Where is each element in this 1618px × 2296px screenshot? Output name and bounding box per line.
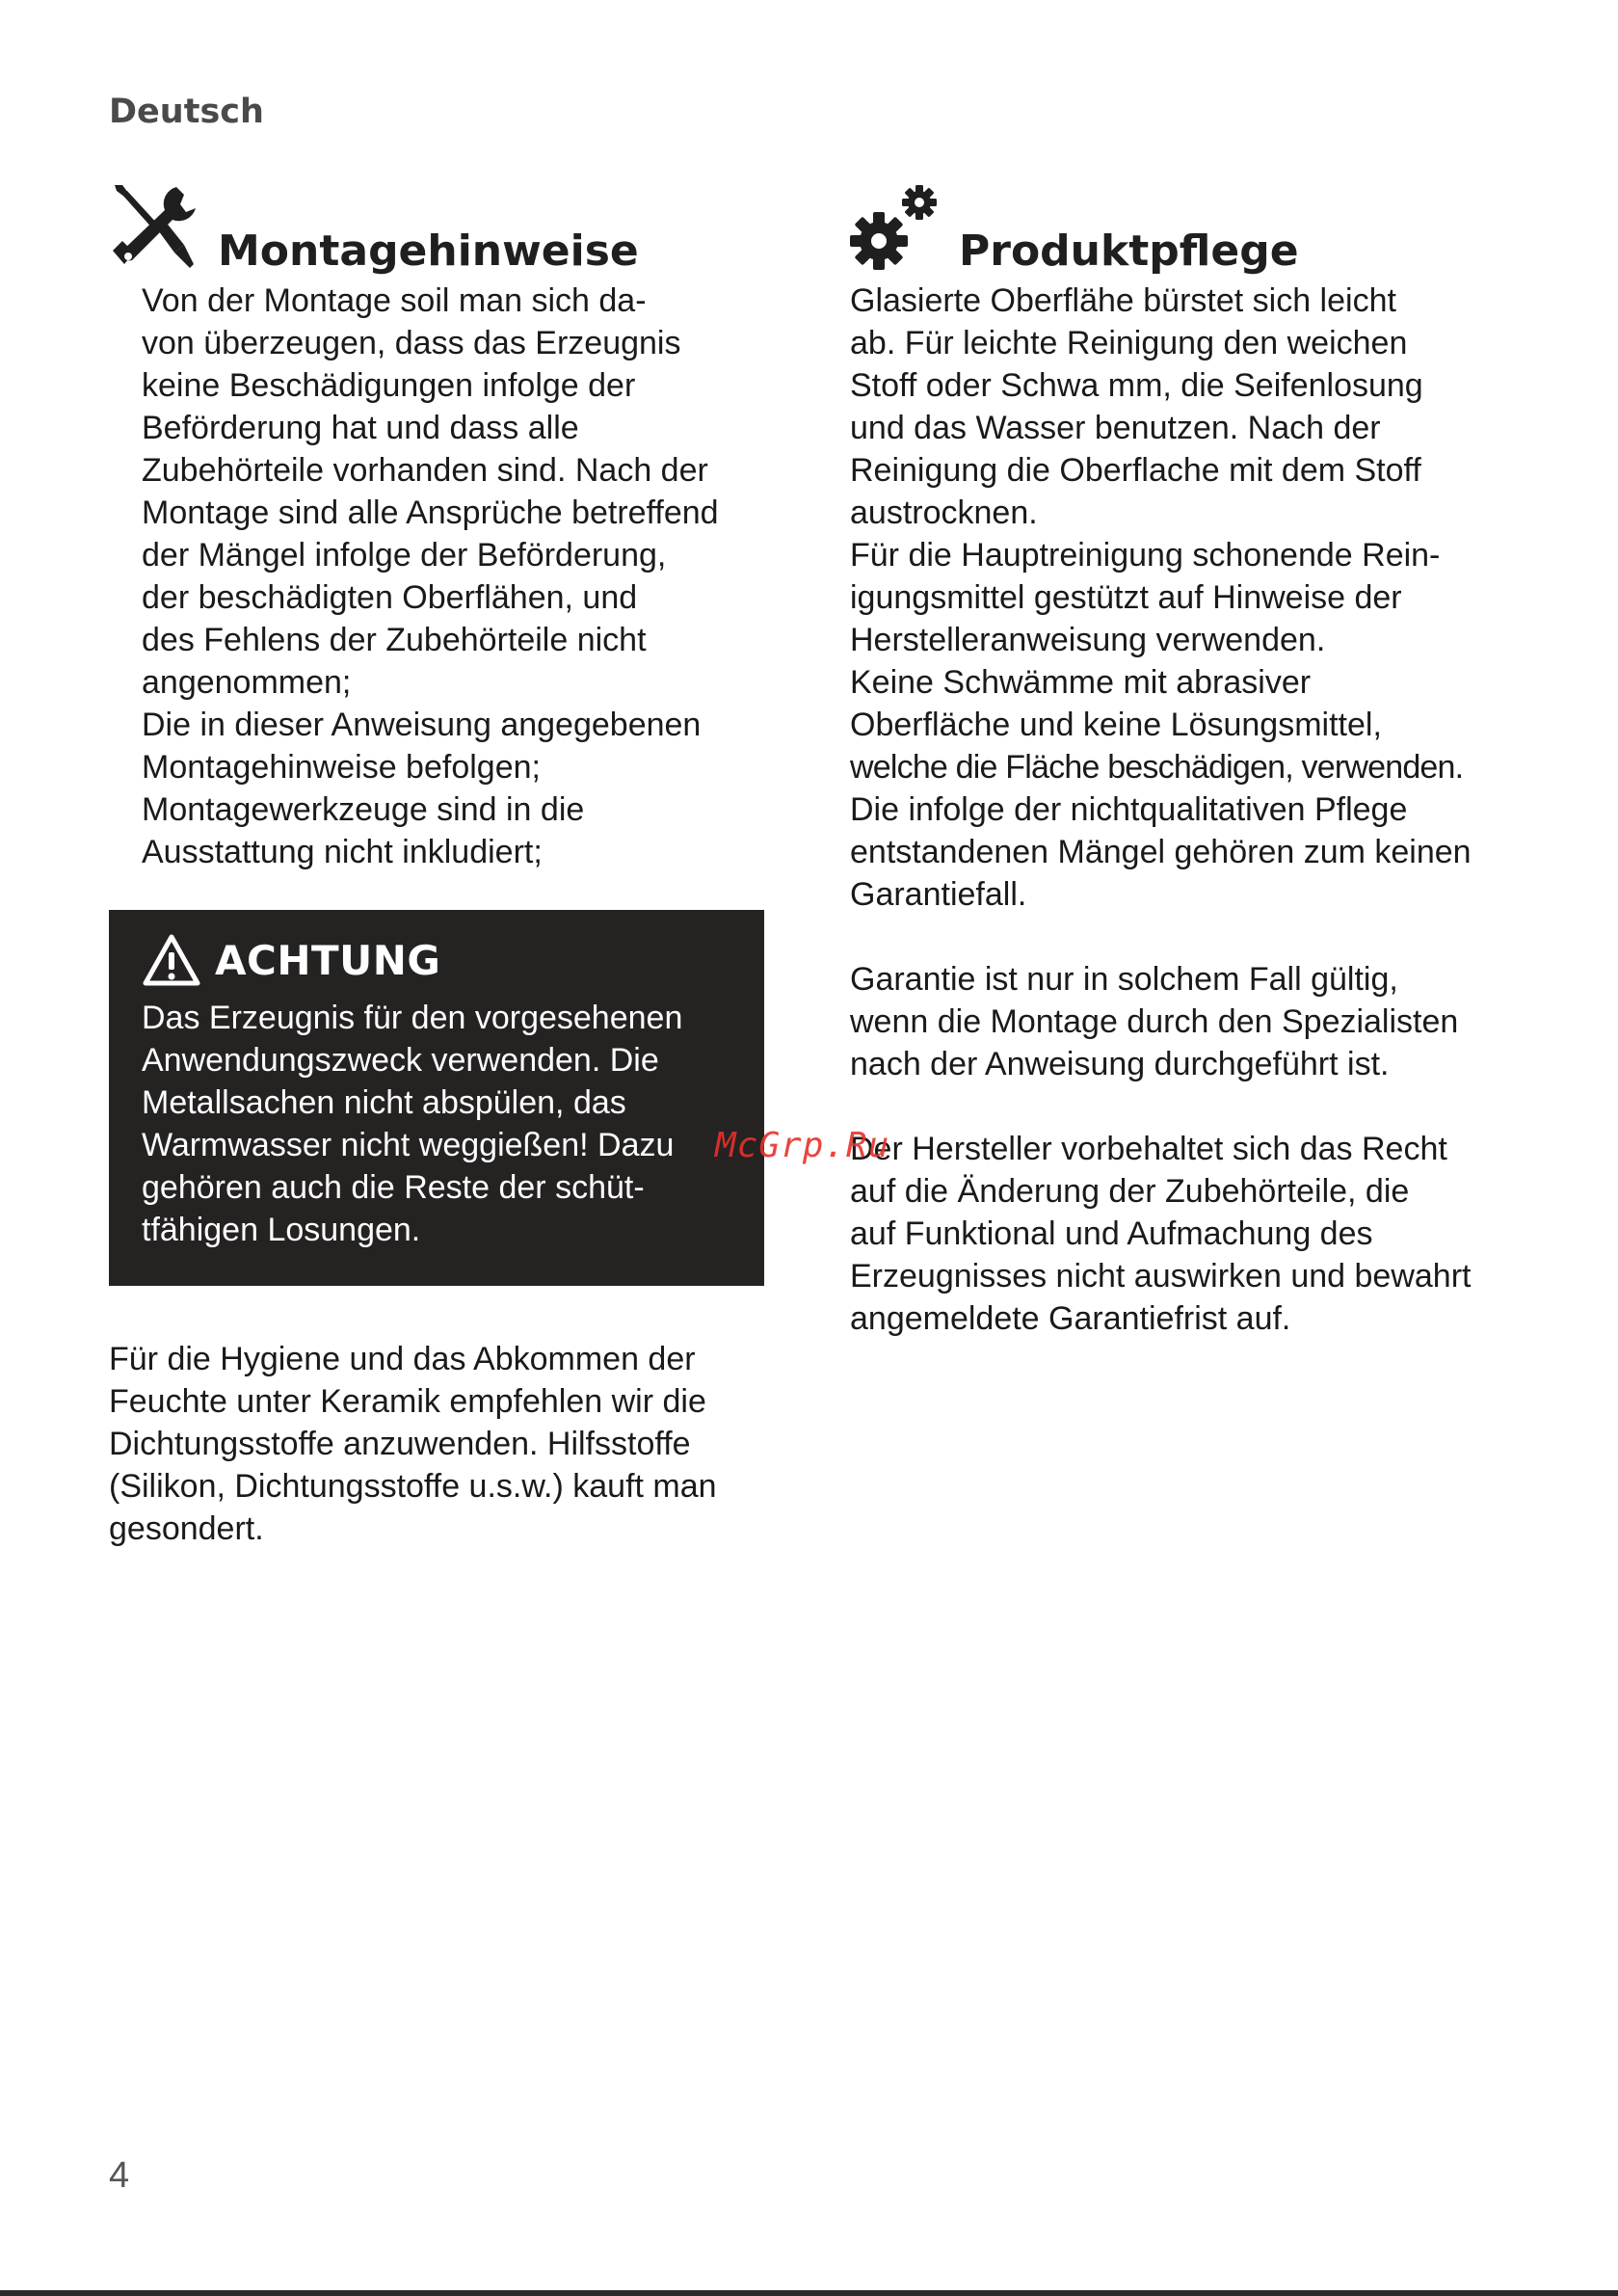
text-line: Für die Hygiene und das Abkommen der: [109, 1341, 696, 1377]
manufacturer-text: [850, 1128, 1515, 1340]
text-line: welche die Fläche beschädigen, verwenden.: [850, 749, 1464, 786]
montage-text: [109, 280, 764, 873]
warning-line: Warmwasser nicht weggießen! Dazu: [142, 1127, 675, 1163]
text-line: (Silikon, Dichtungsstoffe u.s.w.) kauft man: [109, 1468, 717, 1505]
warning-triangle-icon: [142, 933, 201, 987]
text-line: angenommen;: [142, 664, 352, 701]
page-number: 4: [109, 2155, 130, 2196]
warning-line: gehören auch die Reste der schüt-: [142, 1169, 645, 1206]
text-line: igungsmittel gestützt auf Hinweise der: [850, 579, 1402, 616]
warning-line: tfähigen Losungen.: [142, 1212, 421, 1248]
text-line: Feuchte unter Keramik empfehlen wir die: [109, 1383, 706, 1420]
text-line: nach der Anweisung durchgeführt ist.: [850, 1046, 1390, 1082]
text-line: entstandenen Mängel gehören zum keinen: [850, 834, 1472, 870]
text-line: Montagewerkzeuge sind in die: [142, 791, 585, 828]
footer-divider: [0, 2290, 1618, 2296]
care-heading: [850, 183, 1515, 280]
text-line: des Fehlens der Zubehörteile nicht: [142, 622, 647, 658]
text-line: ab. Für leichte Reinigung den weichen: [850, 325, 1408, 361]
text-line: austrocknen.: [850, 494, 1038, 531]
gears-icon: [850, 183, 942, 272]
text-line: Ausstattung nicht inkludiert;: [142, 834, 543, 870]
warning-line: Anwendungszweck verwenden. Die: [142, 1042, 659, 1079]
text-line: Oberfläche und keine Lösungsmittel,: [850, 707, 1382, 743]
text-line: Der Hersteller vorbehaltet sich das Recht: [850, 1131, 1447, 1167]
text-line: Keine Schwämme mit abrasiver: [850, 664, 1312, 701]
text-line: auf die Änderung der Zubehörteile, die: [850, 1173, 1410, 1210]
right-column: [850, 183, 1515, 1340]
montage-heading: [109, 183, 764, 280]
text-line: der Mängel infolge der Beförderung,: [142, 537, 667, 574]
warning-line: Metallsachen nicht abspülen, das: [142, 1084, 626, 1121]
text-line: von überzeugen, dass das Erzeugnis: [142, 325, 681, 361]
text-line: Die in dieser Anweisung angegebenen: [142, 707, 702, 743]
text-line: gesondert.: [109, 1510, 264, 1547]
text-line: Montage sind alle Ansprüche betreffend: [142, 494, 719, 531]
text-line: und das Wasser benutzen. Nach der: [850, 410, 1381, 446]
care-text: [850, 280, 1515, 916]
text-line: der beschädigten Oberflähen, und: [142, 579, 638, 616]
tools-icon: [109, 183, 198, 272]
text-line: Die infolge der nichtqualitativen Pflege: [850, 791, 1408, 828]
text-line: auf Funktional und Aufmachung des: [850, 1215, 1373, 1252]
left-column: [109, 183, 764, 1550]
text-line: Von der Montage soil man sich da-: [142, 282, 647, 319]
hygiene-text: [109, 1338, 764, 1550]
text-line: Garantiefall.: [850, 876, 1027, 913]
language-label: Deutsch: [109, 93, 264, 131]
warning-box: [109, 910, 764, 1286]
text-line: Für die Hauptreinigung schonende Rein-: [850, 537, 1441, 574]
text-line: Garantie ist nur in solchem Fall gültig,: [850, 961, 1398, 998]
text-line: wenn die Montage durch den Spezialisten: [850, 1003, 1459, 1040]
text-line: Stoff oder Schwa mm, die Seifenlosung: [850, 367, 1423, 404]
warning-header: [142, 931, 731, 989]
warning-line: Das Erzeugnis für den vorgesehenen: [142, 1000, 683, 1036]
text-line: Herstelleranweisung verwenden.: [850, 622, 1326, 658]
watermark: McGrp.Ru: [715, 1126, 890, 1165]
montage-title: Montagehinweise: [218, 227, 639, 276]
text-line: angemeldete Garantiefrist auf.: [850, 1300, 1291, 1337]
text-line: Glasierte Oberflähe bürstet sich leicht: [850, 282, 1396, 319]
text-line: Zubehörteile vorhanden sind. Nach der: [142, 452, 708, 489]
text-line: Reinigung die Oberflache mit dem Stoff: [850, 452, 1421, 489]
text-line: Montagehinweise befolgen;: [142, 749, 541, 786]
text-line: keine Beschädigungen infolge der: [142, 367, 636, 404]
care-title: Produktpflege: [959, 227, 1299, 276]
warning-title: ACHTUNG: [215, 936, 441, 984]
text-line: Dichtungsstoffe anzuwenden. Hilfsstoffe: [109, 1426, 691, 1462]
text-line: Beförderung hat und dass alle: [142, 410, 579, 446]
guarantee-text: [850, 958, 1515, 1085]
text-line: Erzeugnisses nicht auswirken und bewahrt: [850, 1258, 1472, 1295]
